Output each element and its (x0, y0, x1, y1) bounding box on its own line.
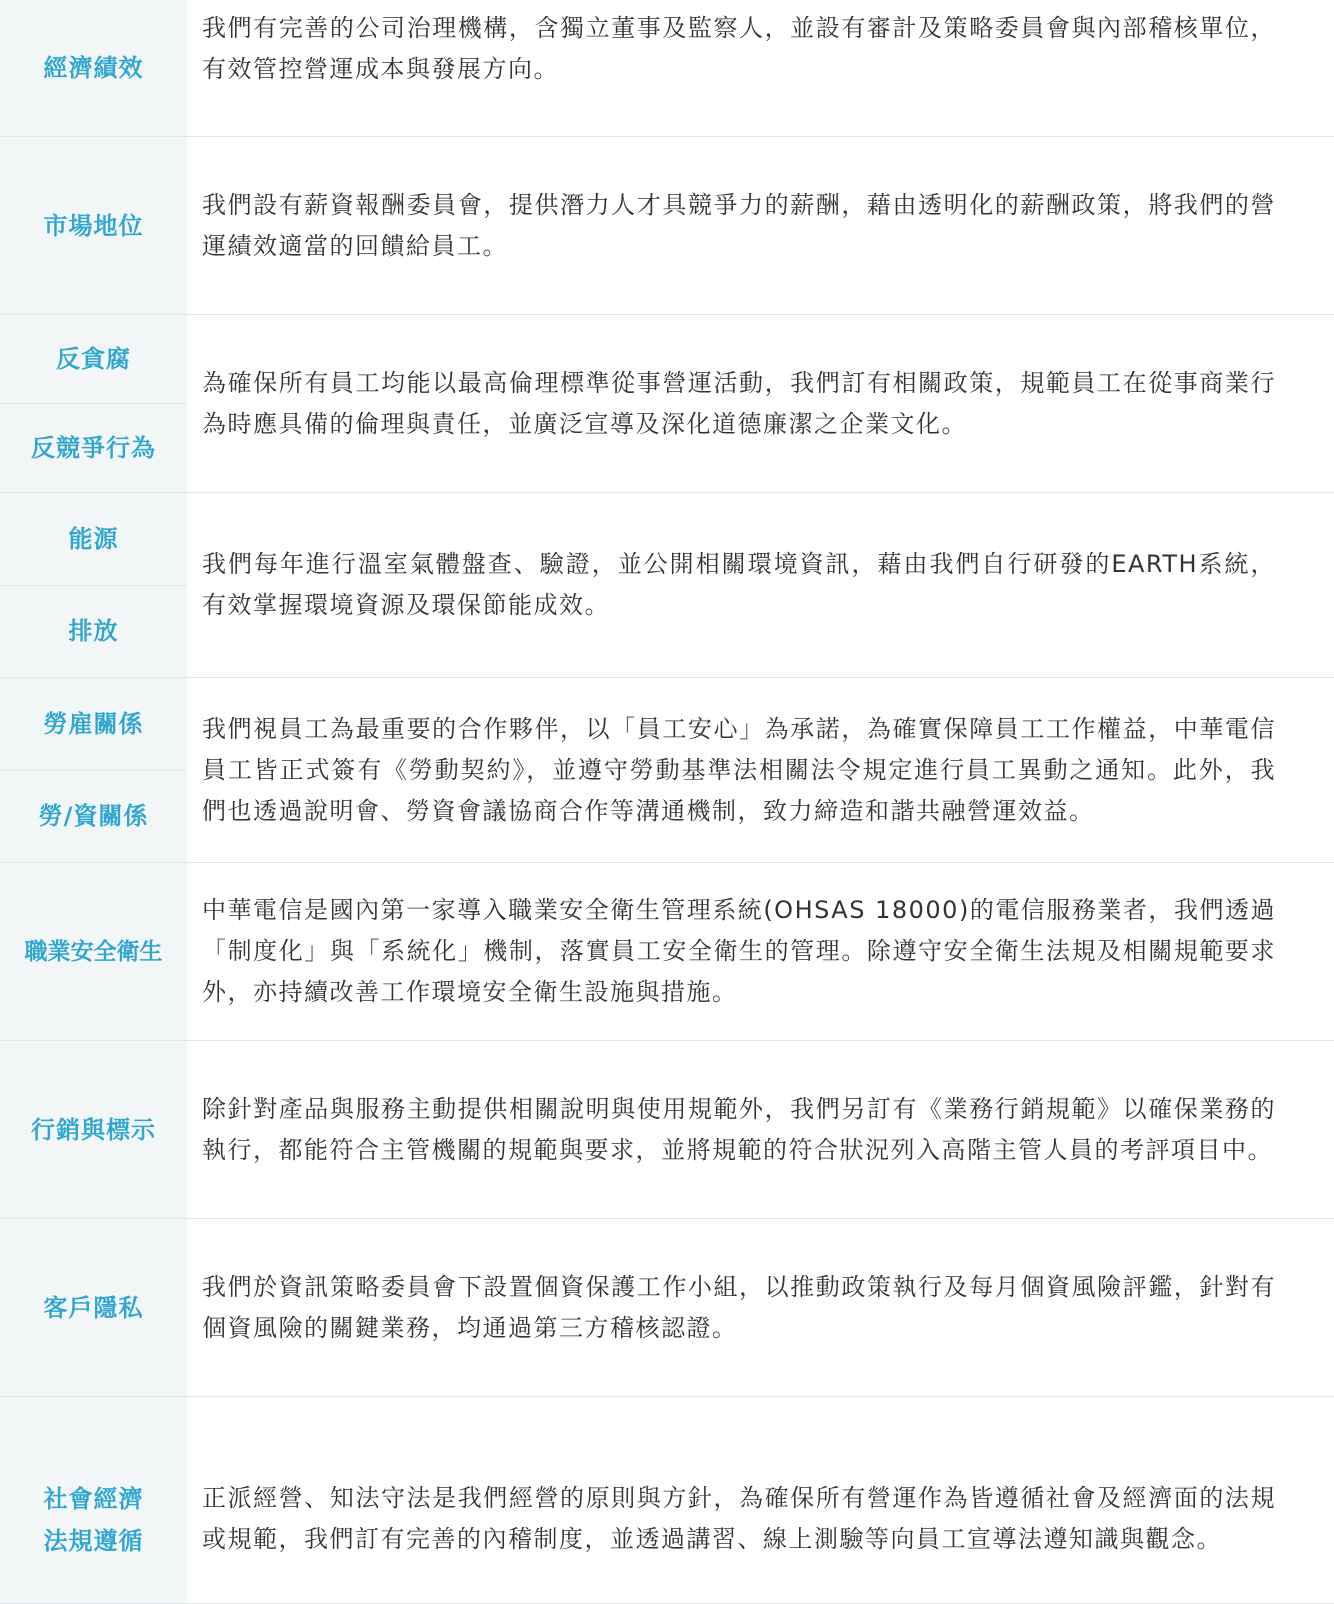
topic-label: 客戶隱私 (43, 1293, 144, 1322)
row-description-cell (187, 137, 1334, 314)
topic-label: 反貪腐 (56, 345, 131, 373)
topic-label: 反競爭行為 (0, 403, 187, 492)
topic-label: 能源 (68, 524, 119, 553)
row-description-cell (187, 1397, 1334, 1603)
topic-label: 排放 (0, 585, 187, 678)
topic-description: 為確保所有員工均能以最高倫理標準從事營運活動，我們訂有相關政策，規範員工在從事商業行為時應具備的倫理與責任，並廣泛宣導及深化道德廉潔之企業文化。 (202, 368, 1276, 438)
row-label-cell (0, 0, 187, 136)
row-description-cell (187, 1041, 1334, 1218)
topic-description: 中華電信是國內第一家導入職業安全衛生管理系統(OHSAS 18000)的電信服務業者，我們透過「制度化」與「系統化」機制，落實員工安全衛生的管理。除遵守安全衛生法規及相關規範要求外，亦持續改善工作環境安全衛生設施與措施。 (202, 896, 1276, 1006)
row-description-cell (187, 315, 1334, 492)
row-label-cell (0, 1219, 187, 1396)
row-label-cell (0, 1041, 187, 1218)
table-row (0, 1041, 1334, 1219)
topic-description: 我們於資訊策略委員會下設置個資保護工作小組，以推動政策執行及每月個資風險評鑑，針對有個資風險的關鍵業務，均通過第三方稽核認證。 (202, 1272, 1276, 1342)
topic-description: 我們有完善的公司治理機構，含獨立董事及監察人，並設有審計及策略委員會與內部稽核單位，有效管控營運成本與發展方向。 (202, 14, 1276, 83)
topic-description: 除針對產品與服務主動提供相關說明與使用規範外，我們另訂有《業務行銷規範》以確保業務的執行，都能符合主管機關的規範與要求，並將規範的符合狀況列入高階主管人員的考評項目中。 (202, 1094, 1276, 1164)
row-label-cell (0, 493, 187, 677)
table-row (0, 315, 1334, 493)
table-row (0, 1397, 1334, 1604)
row-description-cell (187, 493, 1334, 677)
row-description-cell (187, 0, 1334, 136)
topic-description: 正派經營、知法守法是我們經營的原則與方針，為確保所有營運作為皆遵循社會及經濟面的法規或規範，我們訂有完善的內稽制度，並透過講習、線上測驗等向員工宣導法遵知識與觀念。 (202, 1484, 1276, 1553)
row-label-cell (0, 863, 187, 1040)
row-label-cell (0, 315, 187, 492)
topic-description: 我們視員工為最重要的合作夥伴，以「員工安心」為承諾，為確實保障員工工作權益，中華電信員工皆正式簽有《勞動契約》，並遵守勞動基準法相關法令規定進行員工異動之通知。此外，我們也透過說明會、勞資會議協商合作等溝通機制，致力締造和諧共融營運效益。 (202, 714, 1276, 825)
row-label-cell (0, 1397, 187, 1603)
topic-label: 社會經濟 法規遵循 (43, 1485, 144, 1555)
topic-description: 我們設有薪資報酬委員會，提供潛力人才具競爭力的薪酬，藉由透明化的薪酬政策，將我們的營運績效適當的回饋給員工。 (202, 190, 1276, 260)
topic-label: 勞雇關係 (43, 709, 144, 738)
topic-label: 經濟績效 (43, 54, 144, 82)
table-row (0, 863, 1334, 1041)
table-row (0, 678, 1334, 863)
row-label-cell (0, 678, 187, 862)
topic-label: 行銷與標示 (31, 1115, 156, 1144)
row-description-cell (187, 1219, 1334, 1396)
table-row (0, 1219, 1334, 1397)
table-row (0, 0, 1334, 137)
row-description-cell (187, 678, 1334, 862)
topic-label: 市場地位 (43, 211, 144, 240)
table-row (0, 137, 1334, 315)
topic-label: 勞/資關係 (0, 770, 187, 863)
row-description-cell (187, 863, 1334, 1040)
row-label-cell (0, 137, 187, 314)
topic-description: 我們每年進行溫室氣體盤查、驗證，並公開相關環境資訊，藉由我們自行研發的EARTH系統，有效掌握環境資源及環保節能成效。 (202, 550, 1276, 619)
topic-label: 職業安全衛生 (24, 938, 163, 965)
table-row (0, 493, 1334, 678)
